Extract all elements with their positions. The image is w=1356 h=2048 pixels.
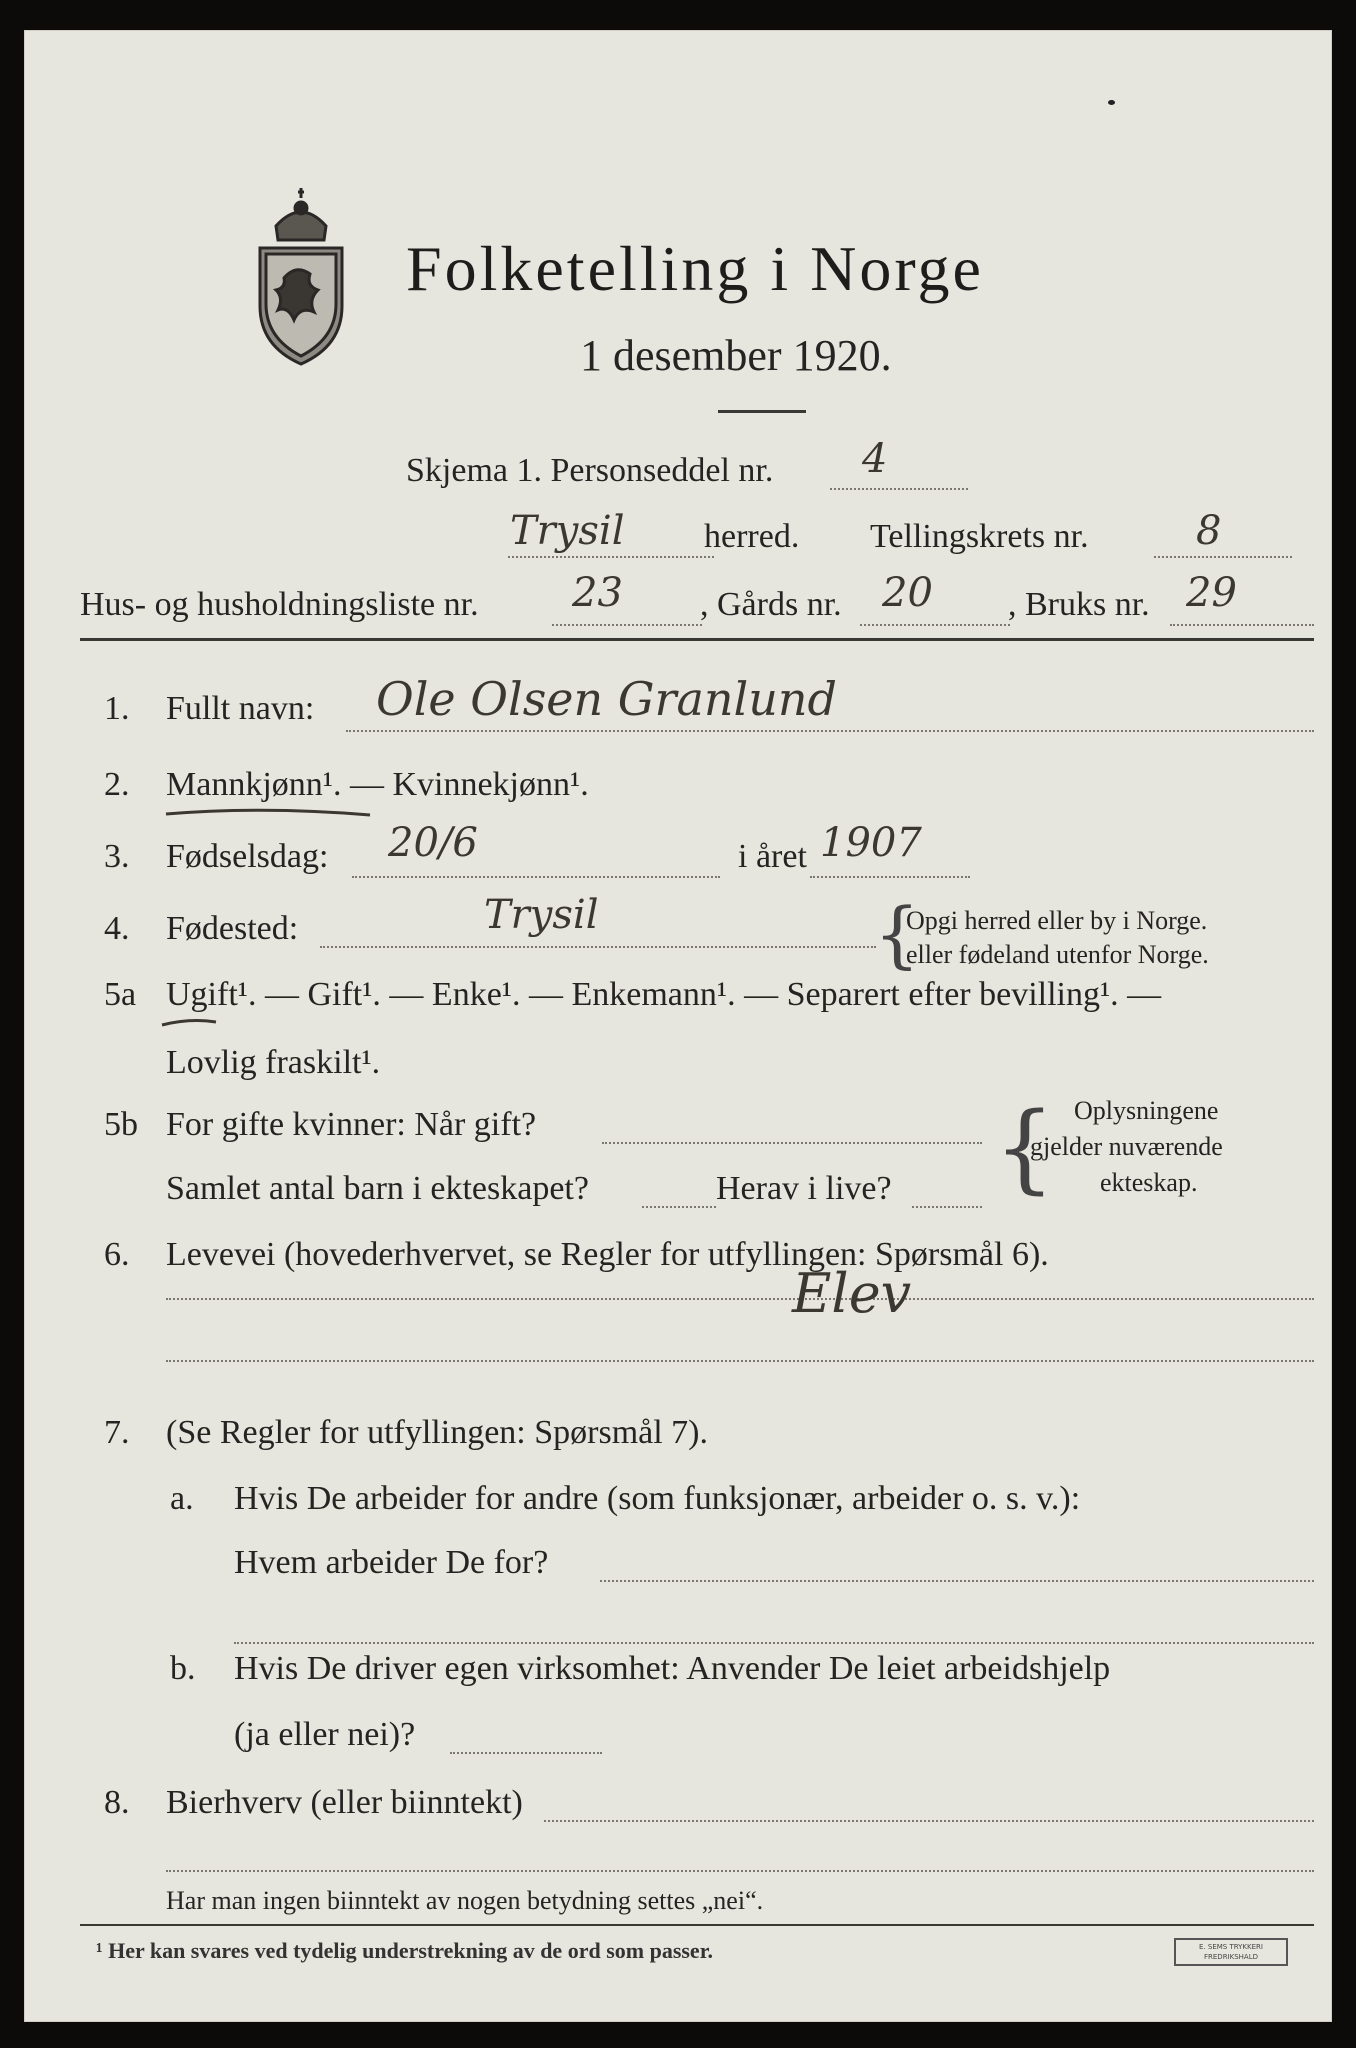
q5b-note-3: ekteskap. xyxy=(1100,1168,1198,1197)
footnote-rule xyxy=(80,1924,1314,1926)
census-form xyxy=(24,30,1332,2022)
q6-number: 6. xyxy=(104,1236,130,1273)
q3-value: 20/6 xyxy=(388,820,478,866)
q4-line xyxy=(320,946,876,948)
q3-year-label: i året xyxy=(738,838,807,875)
q6-value: Elev xyxy=(792,1262,912,1325)
q1-line xyxy=(346,730,1314,732)
q8-line-1 xyxy=(544,1820,1314,1822)
q7b-text-2: (ja eller nei)? xyxy=(234,1716,416,1753)
q1-number: 1. xyxy=(104,690,130,727)
gards-label: , Gårds nr. xyxy=(700,586,842,623)
q5b-label-2: Samlet antal barn i ekteskapet? xyxy=(166,1170,589,1207)
q5b-note-1: Oplysningene xyxy=(1074,1096,1219,1125)
q3-line xyxy=(352,876,720,878)
hus-line xyxy=(552,624,702,626)
herred-value: Trysil xyxy=(510,508,625,554)
q7a-line-2 xyxy=(234,1642,1314,1644)
q3-year-line xyxy=(810,876,970,878)
q5a-text: Ugift¹. — Gift¹. — Enke¹. — Enkemann¹. — Separert efter bevilling¹. — xyxy=(166,976,1162,1013)
ink-dot xyxy=(1108,100,1115,105)
herred-label: herred. xyxy=(704,518,800,555)
q8-number: 8. xyxy=(104,1784,130,1821)
printer-text: E. SEMS TRYKKERI FREDRIKSHALD xyxy=(1199,1943,1263,1961)
q5b-brace: { xyxy=(994,1092,1056,1204)
form-title: Folketelling i Norge xyxy=(406,233,984,304)
krets-label: Tellingskrets nr. xyxy=(870,518,1089,555)
q7a-line-1 xyxy=(600,1580,1314,1582)
q7a-number: a. xyxy=(170,1480,194,1517)
q4-note-2: eller fødeland utenfor Norge. xyxy=(906,940,1209,969)
q5b-label-1: For gifte kvinner: Når gift? xyxy=(166,1106,537,1143)
q7b-number: b. xyxy=(170,1650,196,1687)
q3-number: 3. xyxy=(104,838,130,875)
q7a-text: Hvis De arbeider for andre (som funksjonær, arbeider o. s. v.): xyxy=(234,1480,1081,1517)
q2-number: 2. xyxy=(104,766,130,803)
coat-of-arms-icon xyxy=(246,178,356,368)
q4-label: Fødested: xyxy=(166,910,299,947)
q5b-number: 5b xyxy=(104,1106,138,1143)
q7a-text-2: Hvem arbeider De for? xyxy=(234,1544,549,1581)
q5b-line-3 xyxy=(912,1206,982,1208)
footnote: ¹ Her kan svares ved tydelig understrekning av de ord som passer. xyxy=(96,1938,713,1963)
q5b-line-1 xyxy=(602,1142,982,1144)
q4-brace: { xyxy=(874,892,920,976)
q7b-text: Hvis De driver egen virksomhet: Anvender De leiet arbeidshjelp xyxy=(234,1650,1111,1687)
krets-line xyxy=(1154,556,1292,558)
q6-line-1 xyxy=(166,1298,1314,1300)
bruks-label: , Bruks nr. xyxy=(1008,586,1150,623)
note-bottom: Har man ingen biinntekt av nogen betydning settes „nei“. xyxy=(166,1886,764,1915)
mannkjonn-underline xyxy=(164,806,374,820)
gards-line xyxy=(860,624,1010,626)
bruks-value: 29 xyxy=(1186,570,1237,616)
q4-value: Trysil xyxy=(484,892,599,938)
q4-note-1: Opgi herred eller by i Norge. xyxy=(906,906,1208,935)
ugift-underline xyxy=(160,1016,220,1028)
q1-value: Ole Olsen Granlund xyxy=(376,672,837,726)
q6-line-2 xyxy=(166,1360,1314,1362)
q5a-number: 5a xyxy=(104,976,137,1013)
q2-text: Mannkjønn¹. — Kvinnekjønn¹. xyxy=(166,766,589,803)
q7-text: (Se Regler for utfyllingen: Spørsmål 7). xyxy=(166,1414,709,1451)
form-date: 1 desember 1920. xyxy=(580,331,892,380)
q8-line-2 xyxy=(166,1870,1314,1872)
schema-label: Skjema 1. Personseddel nr. xyxy=(406,452,774,489)
herred-line xyxy=(508,556,714,558)
q3-year-value: 1907 xyxy=(820,820,922,866)
gards-value: 20 xyxy=(882,570,933,616)
krets-value: 8 xyxy=(1196,508,1222,554)
q4-number: 4. xyxy=(104,910,130,947)
hus-value: 23 xyxy=(572,570,623,616)
schema-value: 4 xyxy=(862,436,888,482)
title-divider xyxy=(718,410,806,413)
q5a-text-2: Lovlig fraskilt¹. xyxy=(166,1044,381,1081)
header-rule xyxy=(80,638,1314,641)
q6-text: Levevei (hovederhvervet, se Regler for utfyllingen: Spørsmål 6). xyxy=(166,1236,1049,1273)
schema-line xyxy=(830,488,968,490)
q5b-line-2 xyxy=(642,1206,716,1208)
hus-label: Hus- og husholdningsliste nr. xyxy=(80,586,479,623)
printer-stamp xyxy=(1174,1938,1288,1966)
q5b-note-2: gjelder nuværende xyxy=(1030,1132,1223,1161)
q7b-line xyxy=(450,1752,602,1754)
q7-number: 7. xyxy=(104,1414,130,1451)
bruks-line xyxy=(1170,624,1314,626)
q5b-label-3: Herav i live? xyxy=(716,1170,892,1207)
q8-label: Bierhverv (eller biinntekt) xyxy=(166,1784,523,1821)
q1-label: Fullt navn: xyxy=(166,690,315,727)
q3-label: Fødselsdag: xyxy=(166,838,329,875)
